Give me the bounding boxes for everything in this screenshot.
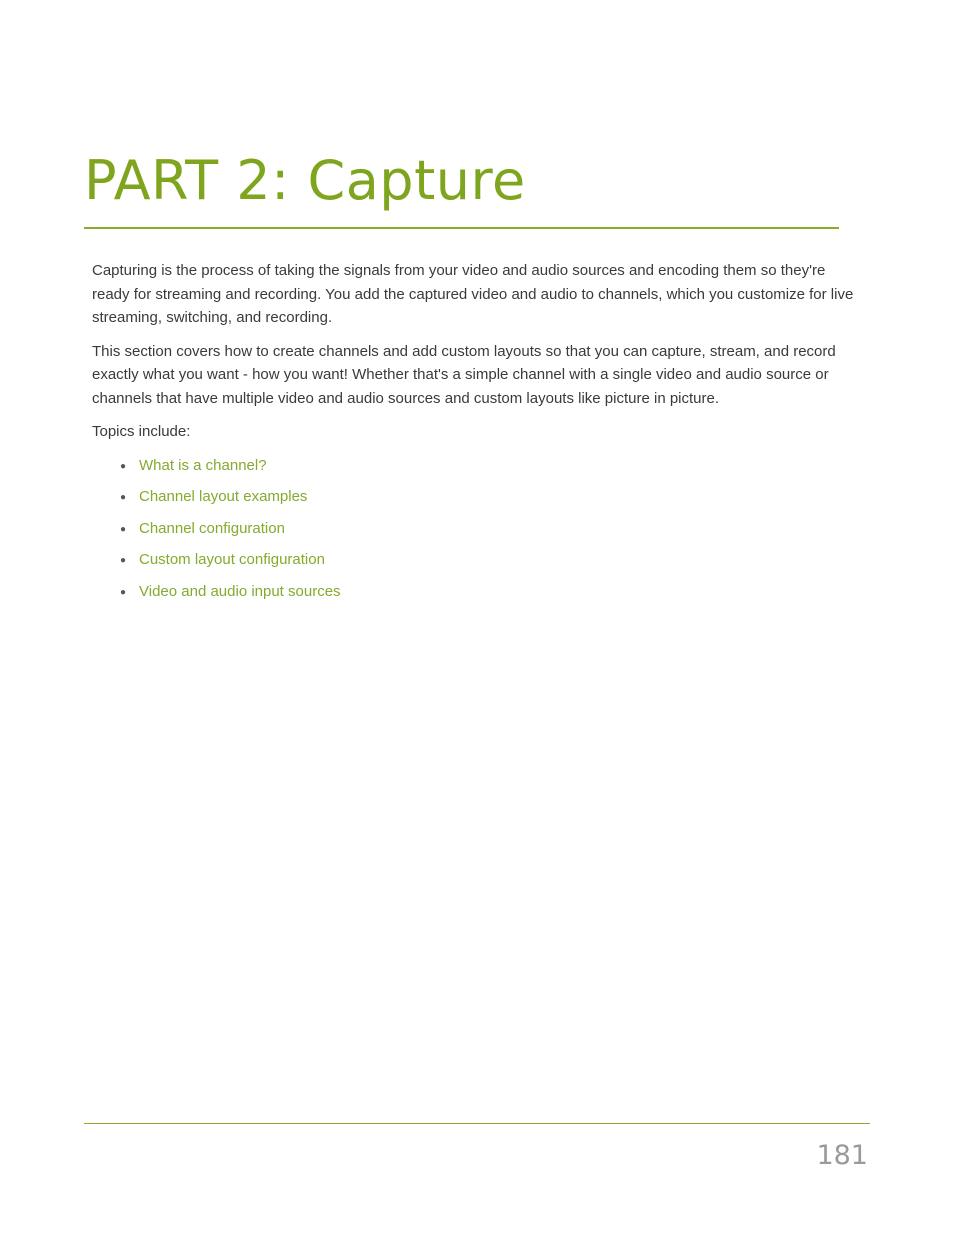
- bullet-icon: ●: [120, 492, 127, 503]
- intro-paragraph: This section covers how to create channels and add custom layouts so that you can capture, stream, and record exactly what you want - how you want! Whether that's a simple channel with a single video and audio source or channels that have multiple video and audio sources and custom layouts like picture in picture.: [92, 342, 836, 407]
- topic-link-what-is-a-channel[interactable]: What is a channel?: [139, 456, 267, 474]
- topic-link-custom-layout-configuration[interactable]: Custom layout configuration: [139, 551, 325, 568]
- topics-heading: Topics include:: [92, 423, 191, 440]
- page-title: PART 2: Capture: [84, 149, 526, 212]
- bullet-icon: ●: [120, 555, 127, 566]
- list-item: [120, 485, 857, 517]
- list-item: [120, 580, 857, 612]
- page-number: 181: [816, 1140, 868, 1171]
- intro-paragraph: Capturing is the process of taking the signals from your video and audio sources and encoding them so they're ready for streaming and recording. You add the captured video and audio to channels, which you customize for live streaming, switching, and recording.: [92, 262, 854, 326]
- topics-list: [92, 454, 857, 612]
- title-divider: [84, 227, 839, 229]
- list-item: [120, 548, 857, 580]
- list-item: [120, 454, 857, 486]
- topic-link-video-audio-input-sources[interactable]: Video and audio input sources: [139, 582, 341, 600]
- topic-link-channel-configuration[interactable]: Channel configuration: [139, 519, 285, 537]
- bullet-icon: ●: [120, 586, 127, 598]
- body-content: [92, 259, 857, 611]
- bullet-icon: ●: [120, 460, 127, 472]
- topic-link-channel-layout-examples[interactable]: Channel layout examples: [139, 488, 308, 505]
- bullet-icon: ●: [120, 523, 127, 535]
- footer-divider: [84, 1123, 870, 1124]
- list-item: [120, 517, 857, 549]
